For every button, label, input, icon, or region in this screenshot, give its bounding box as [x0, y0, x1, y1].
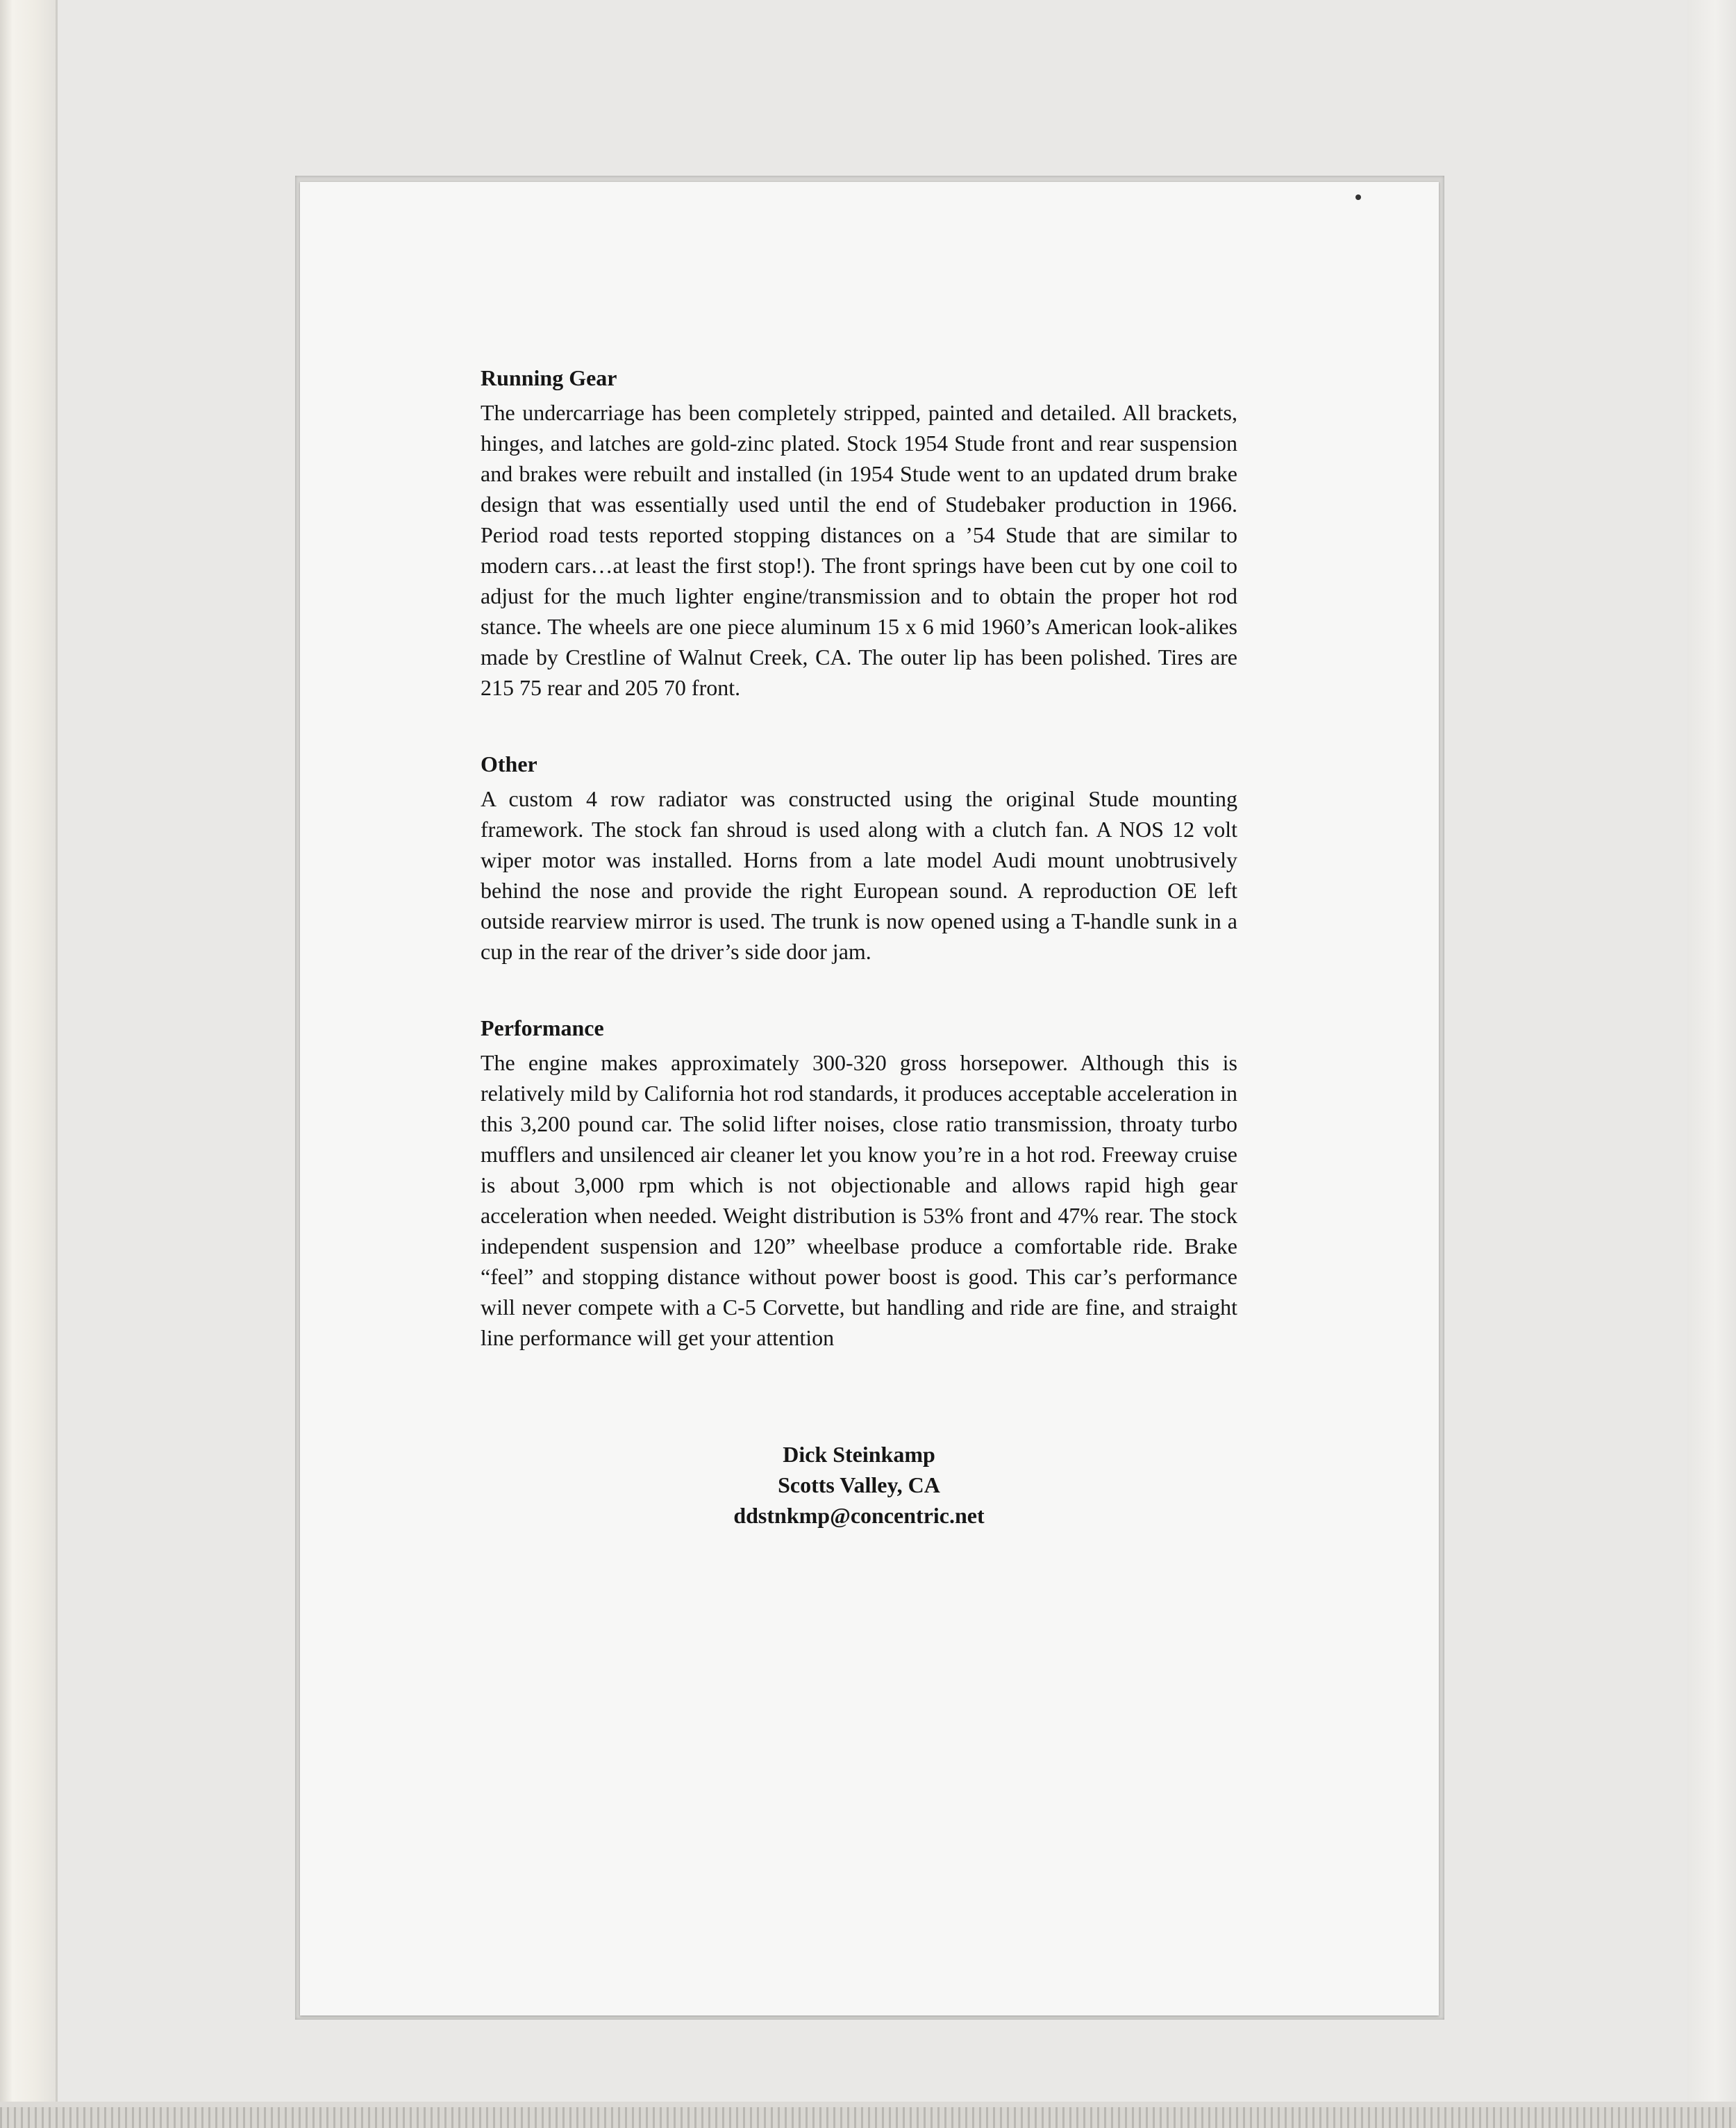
section-heading: Performance: [481, 1015, 604, 1040]
signature-location: Scotts Valley, CA: [778, 1472, 940, 1497]
section-running-gear: [481, 363, 1237, 703]
document-page: [300, 182, 1439, 2015]
signature-email: ddstnkmp@concentric.net: [733, 1503, 985, 1528]
mount-board-left-edge: [0, 0, 56, 2128]
section-heading: Other: [481, 751, 537, 776]
document-content: [481, 363, 1237, 1531]
signature-name: Dick Steinkamp: [783, 1442, 935, 1467]
mount-board-right-edge: [1687, 0, 1736, 2128]
section-body: A custom 4 row radiator was constructed using the original Stude mounting framework. The stock fan shroud is used along with a clutch fan. A NOS 12 volt wiper motor was installed. Horns from a late model Audi mount unobtrusively behind the nose and provide the right European sound. A reproduction OE left outside rearview mirror is used. The trunk is now opened using a T-handle sunk in a cup in the rear of the driver’s side door jam.: [481, 786, 1237, 964]
mount-board-fold: [56, 0, 58, 2128]
section-performance: [481, 1013, 1237, 1353]
binding-strip: [0, 2107, 1736, 2128]
signature-block: [481, 1439, 1237, 1531]
section-body: The engine makes approximately 300-320 gross horsepower. Although this is relatively mild by California hot rod standards, it produces acceptable acceleration in this 3,200 pound car. The solid lifter noises, close ratio transmission, throaty turbo mufflers and unsilenced air cleaner let you know you’re in a hot rod. Freeway cruise is about 3,000 rpm which is not objectionable and allows rapid high gear acceleration when needed. Weight distribution is 53% front and 47% rear. The stock independent suspension and 120” wheelbase produce a comfortable ride. Brake “feel” and stopping distance without power boost is good. This car’s performance will never compete with a C-5 Corvette, but handling and ride are fine, and straight line performance will get your attention: [481, 1050, 1237, 1350]
ink-speck: [1355, 194, 1361, 200]
section-other: [481, 749, 1237, 967]
section-heading: Running Gear: [481, 365, 617, 390]
section-body: The undercarriage has been completely stripped, painted and detailed. All brackets, hinges, and latches are gold-zinc plated. Stock 1954 Stude front and rear suspension and brakes were rebuilt and installed (in 1954 Stude went to an updated drum brake design that was essentially used until the end of Studebaker production in 1966. Period road tests reported stopping distances on a ’54 Stude that are similar to modern cars…at least the first stop!). The front springs have been cut by one coil to adjust for the much lighter engine/transmission and to obtain the proper hot rod stance. The wheels are one piece aluminum 15 x 6 mid 1960’s American look-alikes made by Crestline of Walnut Creek, CA. The outer lip has been polished. Tires are 215 75 rear and 205 70 front.: [481, 400, 1237, 700]
